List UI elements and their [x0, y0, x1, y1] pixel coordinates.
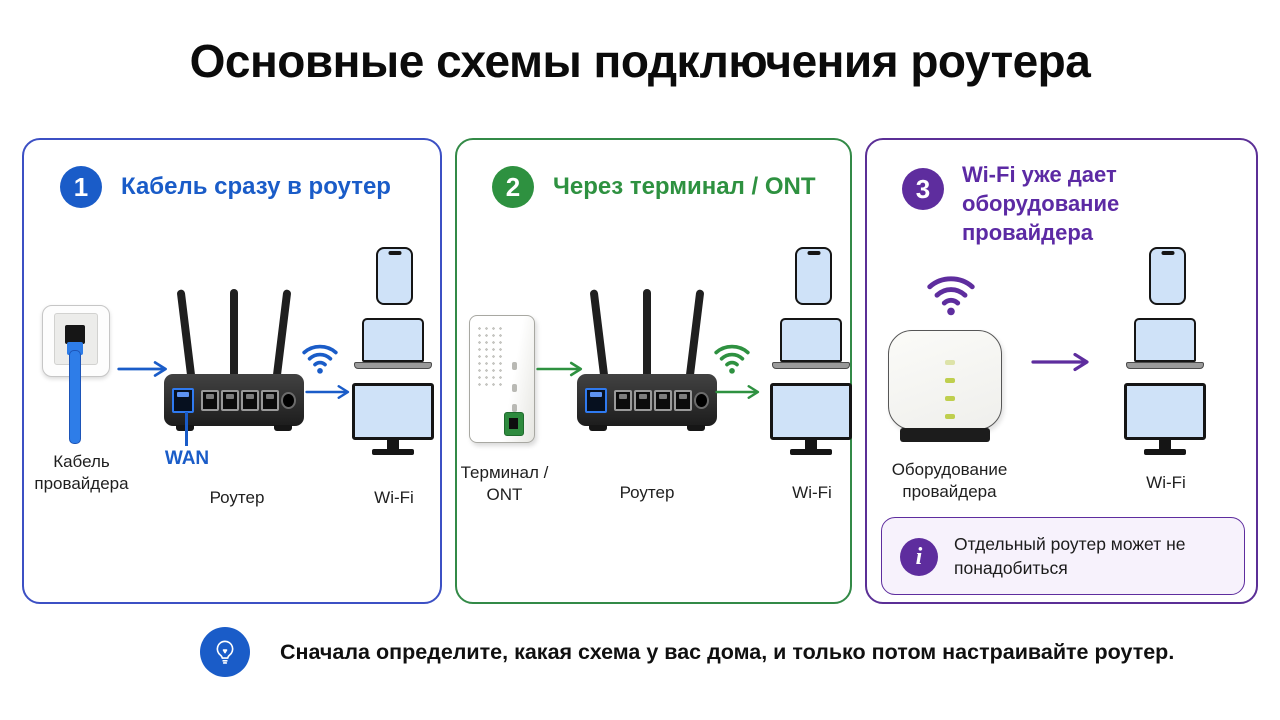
laptop-icon [1126, 318, 1204, 370]
right-arrow-icon [715, 382, 761, 402]
router-illustration [577, 289, 717, 430]
wifi-label: Wi-Fi [792, 483, 832, 502]
ont-port [504, 412, 524, 436]
lan-port [221, 390, 239, 411]
panel-title: Wi-Fi уже дает оборудование провайдера [962, 162, 1120, 246]
router-antenna [643, 289, 651, 383]
note-text: Отдельный роутер может не понадобиться [954, 534, 1186, 579]
status-led [945, 396, 955, 401]
smartphone-icon [1149, 247, 1186, 305]
terminal-ont-illustration [469, 315, 535, 443]
wan-label: WAN [164, 448, 210, 469]
source-label: Кабель провайдера [34, 452, 129, 494]
panel-number-badge: 3 [902, 168, 944, 210]
panel-number-badge: 2 [492, 166, 534, 208]
router-label: Роутер [619, 483, 675, 502]
page-title: Основные схемы подключения роутера [189, 35, 1091, 87]
lan-port [201, 390, 219, 411]
panel-title: Кабель сразу в роутер [121, 173, 391, 200]
panel-via-terminal-ont [455, 138, 852, 604]
equipment-stand [900, 428, 990, 442]
provider-equipment-illustration [888, 330, 1002, 443]
status-led [512, 384, 517, 392]
status-led [512, 362, 517, 370]
monitor-icon [1124, 383, 1206, 455]
router-antenna [590, 289, 609, 383]
wan-port [585, 388, 607, 413]
router-antenna [230, 289, 238, 383]
status-led [945, 378, 955, 383]
monitor-icon [352, 383, 434, 455]
router-antenna [685, 289, 704, 383]
panel-title: Через терминал / ONT [553, 173, 816, 200]
wifi-label: Wi-Fi [1146, 473, 1186, 492]
router-label: Роутер [209, 488, 265, 507]
power-connector [694, 392, 709, 409]
router-antenna [177, 289, 196, 383]
lan-port [614, 390, 632, 411]
router-foot [274, 425, 292, 431]
router-illustration [164, 289, 304, 430]
wifi-icon [924, 270, 978, 317]
lan-port [674, 390, 692, 411]
provider-cable [69, 350, 81, 444]
source-label: Оборудование провайдера [891, 460, 1008, 502]
right-arrow-icon [305, 382, 351, 402]
source-label: Терминал / ONT [460, 463, 549, 505]
lan-port [261, 390, 279, 411]
tip-text: Сначала определите, какая схема у вас дома, и только потом настраивайте роутер. [280, 639, 1175, 664]
smartphone-icon [376, 247, 413, 305]
panel-number-badge: 1 [60, 166, 102, 208]
lan-port [654, 390, 672, 411]
router-antenna [272, 289, 291, 383]
smartphone-icon [795, 247, 832, 305]
status-led [512, 404, 517, 412]
footer-tip [200, 627, 1174, 677]
lightbulb-icon [200, 627, 250, 677]
info-note [881, 517, 1245, 595]
laptop-icon [772, 318, 850, 370]
wan-pointer-line [185, 412, 188, 446]
info-icon: i [900, 538, 938, 576]
wifi-icon [712, 340, 752, 375]
router-foot [589, 425, 607, 431]
right-arrow-icon [117, 359, 169, 379]
laptop-icon [354, 318, 432, 370]
wifi-label: Wi-Fi [374, 488, 414, 507]
status-led [945, 360, 955, 365]
lan-port [634, 390, 652, 411]
wan-port [172, 388, 194, 413]
monitor-icon [770, 383, 852, 455]
status-led [945, 414, 955, 419]
right-arrow-icon [1030, 352, 1092, 372]
lan-port [241, 390, 259, 411]
panel-cable-to-router [22, 138, 442, 604]
router-foot [687, 425, 705, 431]
router-body [577, 374, 717, 426]
power-connector [281, 392, 296, 409]
vent-dots [476, 325, 506, 387]
wifi-icon [300, 340, 340, 375]
panel-provider-equipment-wifi [865, 138, 1258, 604]
